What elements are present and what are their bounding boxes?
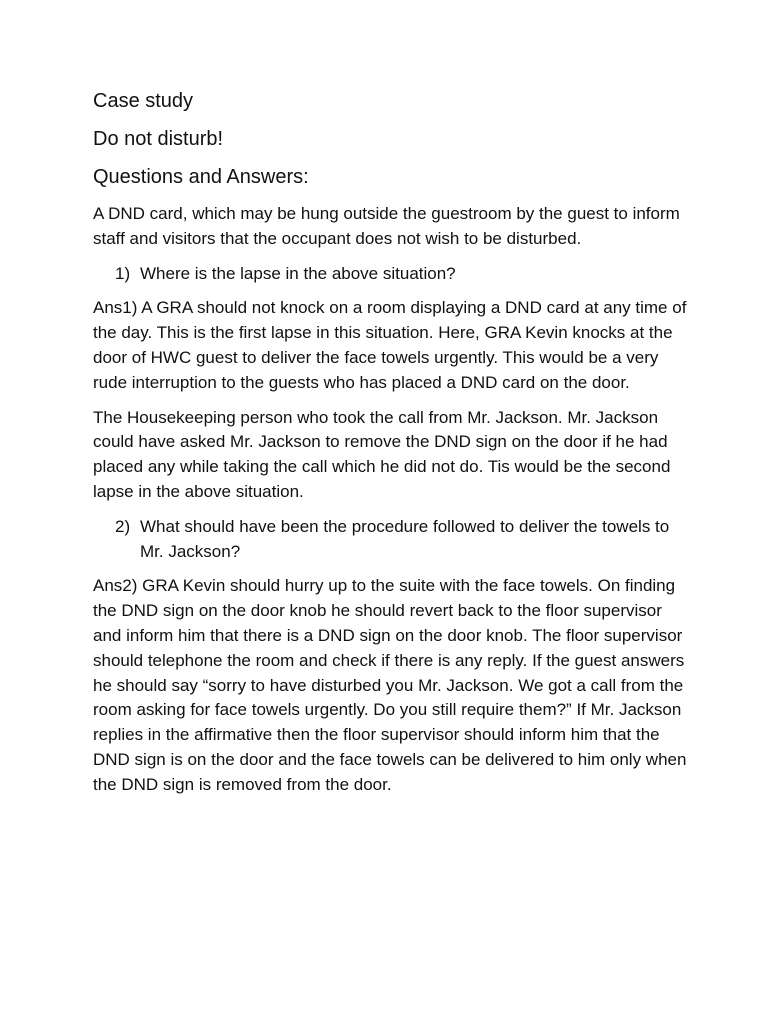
intro-paragraph: A DND card, which may be hung outside the guestroom by the guest to inform staff and visitors that the occupant does not wish to be disturbed. (93, 204, 680, 248)
question-1-number: 1) (115, 263, 131, 283)
answer-1-paragraph-2: The Housekeeping person who took the call from Mr. Jackson. Mr. Jackson could have asked Mr. Jackson to remove the DND sign on the door if he had placed any while taking the call which he did not do. Tis would be the second lapse in the above situation. (93, 407, 671, 501)
answer-2-paragraph: Ans2) GRA Kevin should hurry up to the suite with the face towels. On finding the DND sign on the door knob he should revert back to the floor supervisor and inform him that there is a DND sign on the door knob. The floor supervisor should telephone the room and check if there is any reply. If the guest answers he should say “sorry to have disturbed you Mr. Jackson. We got a call from the room asking for face towels urgently. Do you still require them?” If Mr. Jackson replies in the affirmative then the floor supervisor should inform him that the DND sign is on the door and the face towels can be delivered to him only when the DND sign is removed from the door. (93, 576, 687, 794)
heading-do-not-disturb: Do not disturb! (93, 128, 224, 150)
heading-questions-answers: Questions and Answers: (93, 166, 309, 188)
question-2-text: What should have been the procedure followed to deliver the towels to Mr. Jackson? (140, 516, 670, 561)
answer-1-paragraph-1: Ans1) A GRA should not knock on a room displaying a DND card at any time of the day. This is the first lapse in this situation. Here, GRA Kevin knocks at the door of HWC guest to deliver the face towels urgently. This would be a very rude interruption to the guests who has placed a DND card on the door. (93, 298, 687, 392)
question-1 (93, 262, 688, 287)
question-2-number: 2) (115, 516, 131, 536)
question-2 (93, 515, 688, 565)
heading-case-study: Case study (93, 90, 194, 112)
question-1-text: Where is the lapse in the above situation? (140, 263, 456, 283)
